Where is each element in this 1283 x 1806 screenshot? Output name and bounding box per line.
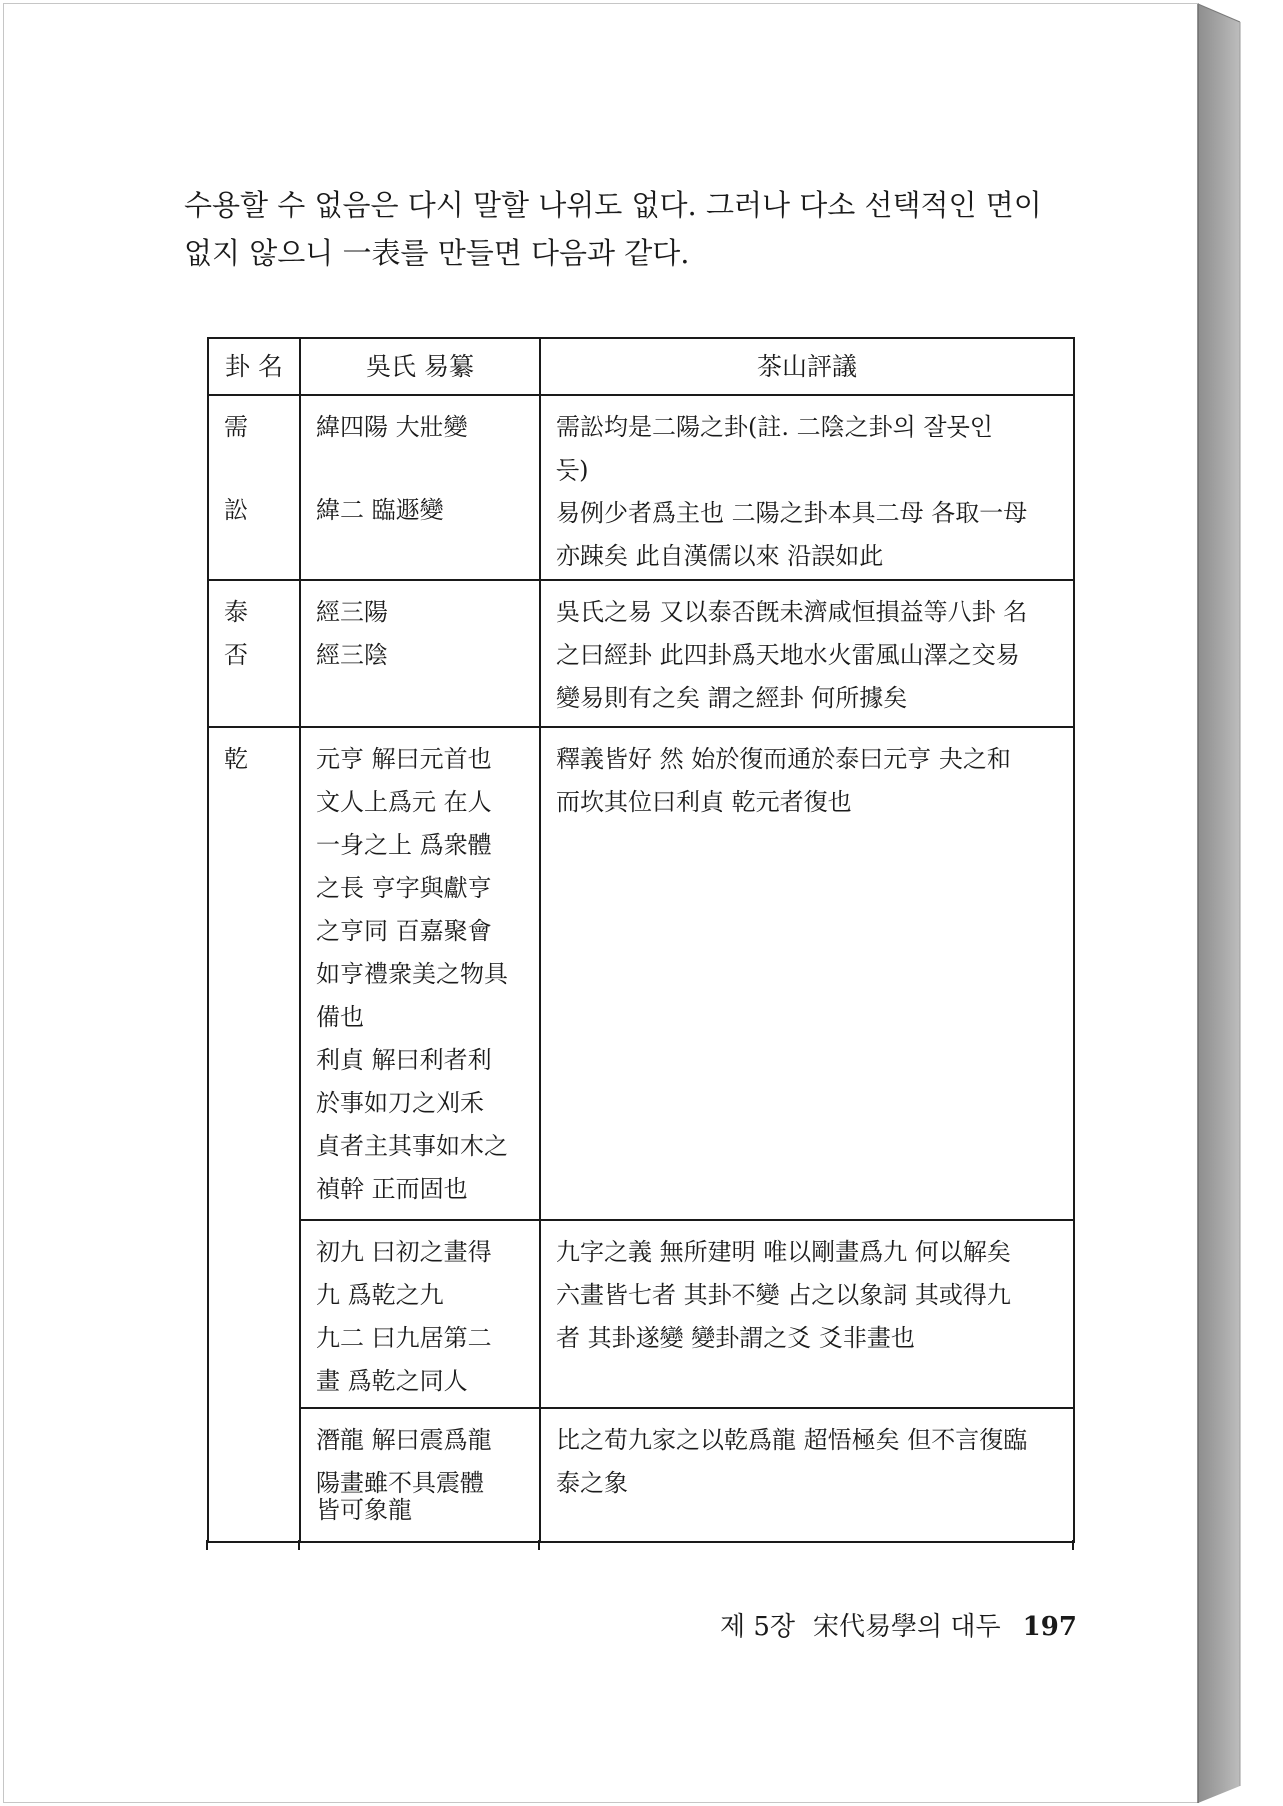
hexagram-cell: [208, 580, 300, 727]
wu-line: 貞者主其事如木之: [316, 1132, 508, 1160]
wu-cell: [300, 1408, 540, 1542]
intro-paragraph: [184, 181, 1042, 277]
header-wu-yizuan: 吳氏 易纂: [300, 338, 540, 395]
wu-line: 禎幹 正而固也: [316, 1175, 468, 1203]
wu-line: 之亨同 百嘉聚會: [316, 917, 492, 945]
wu-line: 於事如刀之刈禾: [316, 1089, 484, 1117]
wu-line: 如亨禮衆美之物具: [316, 960, 508, 988]
wu-line: 利貞 解曰利者利: [316, 1046, 492, 1074]
wu-cell: [300, 727, 540, 1220]
wu-cell: [300, 1220, 540, 1408]
header-hexagram-name: 卦 名: [208, 338, 300, 395]
chapter-number: 제 5장: [720, 1612, 796, 1642]
wu-line: 備也: [316, 1003, 364, 1031]
wu-line: 皆可象龍: [316, 1496, 412, 1524]
wu-line: 元亨 解曰元首也: [316, 745, 492, 773]
table-row: [208, 727, 1074, 1220]
dasan-line: 之曰經卦 此四卦爲天地水火雷風山澤之交易: [556, 641, 1020, 669]
dasan-line: 變易則有之矣 謂之經卦 何所據矣: [556, 684, 908, 712]
table-header-row: [208, 338, 1074, 395]
hexagram-name: 否: [224, 641, 248, 669]
wu-cell: [300, 395, 540, 580]
dasan-line: 需訟均是二陽之卦(註. 二陰之卦의 잘못인: [556, 413, 993, 441]
wu-line: 經三陽: [316, 598, 388, 626]
wu-line: 文人上爲元 在人: [316, 788, 492, 816]
wu-line: 緯二 臨遯變: [316, 496, 444, 524]
hexagram-cell: [208, 727, 300, 1542]
hexagram-name: 乾: [224, 745, 248, 773]
dasan-line: 釋義皆好 然 始於復而通於泰曰元亨 夬之和: [556, 745, 1011, 773]
dasan-line: 九字之義 無所建明 唯以剛畫爲九 何以解矣: [556, 1238, 1011, 1266]
table-continuation-line: [538, 1540, 540, 1550]
running-footer: [720, 1610, 1077, 1644]
wu-line: 經三陰: [316, 641, 388, 669]
wu-line: 畫 爲乾之同人: [316, 1367, 468, 1395]
wu-cell: [300, 580, 540, 727]
dasan-line: 比之荀九家之以乾爲龍 超悟極矣 但不言復臨: [556, 1426, 1028, 1454]
wu-line: 陽畫雖不具震體: [316, 1469, 484, 1497]
table-continuation-line: [206, 1540, 208, 1550]
wu-line: 初九 曰初之畫得: [316, 1238, 492, 1266]
wu-line: 緯四陽 大壯變: [316, 413, 468, 441]
hexagram-name: 泰: [224, 598, 248, 626]
dasan-line: 泰之象: [556, 1469, 628, 1497]
wu-line: 九 爲乾之九: [316, 1281, 444, 1309]
dasan-cell: [540, 395, 1074, 580]
intro-line-2: 없지 않으니 一表를 만들면 다음과 같다.: [184, 236, 690, 270]
dasan-line: 者 其卦遂變 變卦謂之爻 爻非畫也: [556, 1324, 915, 1352]
wu-line: 之長 亨字與獻亨: [316, 874, 492, 902]
wu-line: 一身之上 爲衆體: [316, 831, 492, 859]
dasan-line: 而坎其位曰利貞 乾元者復也: [556, 788, 852, 816]
table-continuation-line: [298, 1540, 300, 1550]
dasan-cell: [540, 580, 1074, 727]
chapter-title: 宋代易學의 대두: [813, 1612, 1001, 1642]
table-row: [208, 580, 1074, 727]
dasan-line: 亦踈矣 此自漢儒以來 沿誤如此: [556, 542, 884, 570]
hexagram-name: 訟: [224, 496, 248, 524]
table-row: [208, 1220, 1074, 1408]
table-row: [208, 395, 1074, 580]
wu-line: 九二 曰九居第二: [316, 1324, 492, 1352]
intro-line-1: 수용할 수 없음은 다시 말할 나위도 없다. 그러나 다소 선택적인 면이: [184, 188, 1042, 222]
dasan-cell: [540, 1220, 1074, 1408]
page-number: 197: [1022, 1612, 1077, 1642]
comparison-table: [207, 337, 1075, 1543]
dasan-line: 듯): [556, 456, 589, 484]
dasan-line: 吳氏之易 又以泰否旣未濟咸恒損益等八卦 名: [556, 598, 1028, 626]
hexagram-cell: [208, 395, 300, 580]
header-dasan-review: 茶山評議: [540, 338, 1074, 395]
hexagram-name: 需: [224, 413, 248, 441]
dasan-cell: [540, 727, 1074, 1220]
table-row: [208, 1408, 1074, 1542]
wu-line: 潛龍 解曰震爲龍: [316, 1426, 492, 1454]
dasan-cell: [540, 1408, 1074, 1542]
dasan-line: 六畫皆七者 其卦不變 占之以象詞 其或得九: [556, 1281, 1011, 1309]
dasan-line: 易例少者爲主也 二陽之卦本具二母 各取一母: [556, 499, 1028, 527]
table-continuation-line: [1072, 1540, 1074, 1550]
